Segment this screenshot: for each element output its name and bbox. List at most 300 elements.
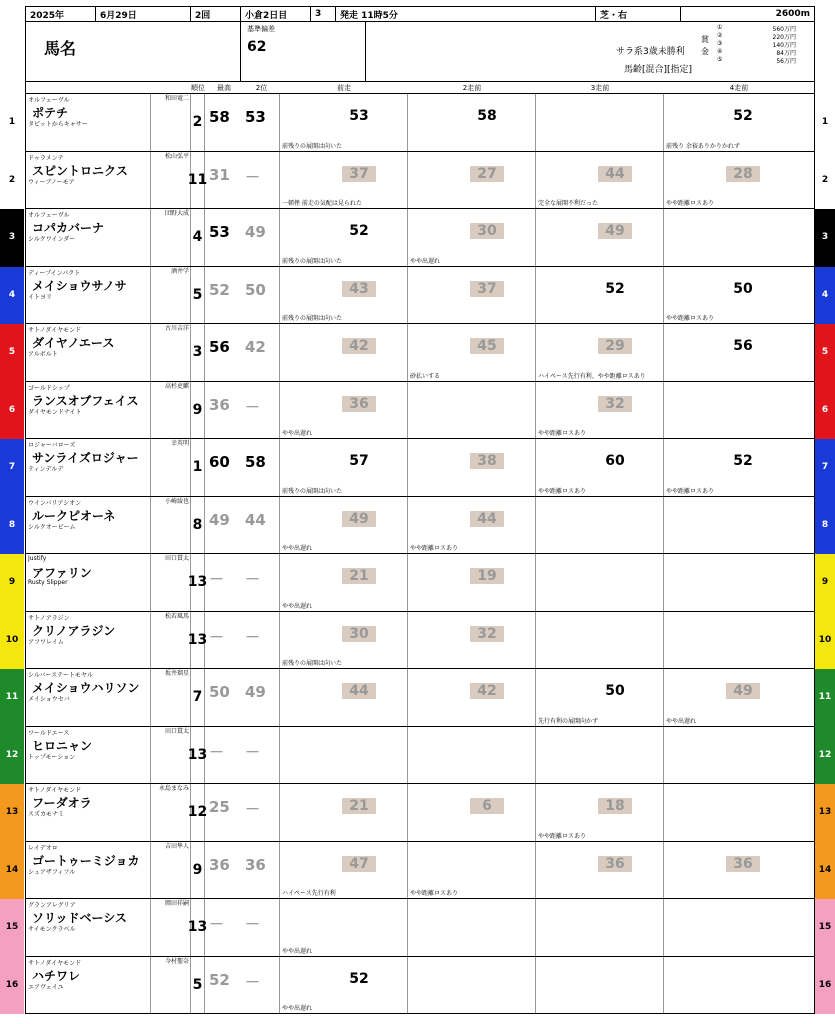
second-index: －: [245, 742, 261, 761]
best-index-box: [205, 784, 280, 841]
horse-info: [26, 899, 151, 956]
entry-row: [25, 669, 815, 727]
past-race: [536, 727, 664, 784]
second-index: 58: [245, 453, 266, 471]
rank: 13: [191, 899, 205, 956]
race-index: 44: [342, 683, 376, 699]
gate-number-left: 9: [0, 554, 24, 612]
sire-name: サトノダイヤモンド: [28, 787, 82, 794]
race-index: 28: [726, 166, 760, 182]
horse-name[interactable]: メイショウハリソン: [32, 681, 140, 695]
best-index: －: [209, 570, 225, 588]
past-race: [664, 152, 792, 209]
race-index: 30: [342, 626, 376, 642]
horse-name[interactable]: ヒロニャン: [32, 738, 93, 753]
race-note: ハイペース先行有利、やや距離ロスあり: [538, 372, 646, 380]
best-index-box: [205, 612, 280, 669]
race-index: 57: [349, 453, 369, 469]
second-index: －: [245, 972, 261, 991]
past-race: [280, 727, 408, 784]
race-note: やや距離ロスあり: [538, 832, 587, 840]
horse-name[interactable]: フーダオラ: [32, 796, 92, 810]
race-index: 29: [598, 338, 632, 354]
dam-name: タピットからキャサー: [28, 121, 88, 128]
gate-number-left: 12: [0, 727, 24, 785]
sire-name: ロジャーバローズ: [28, 442, 76, 449]
past-race: [664, 669, 792, 726]
race-index: 53: [349, 108, 369, 124]
past-race: [536, 497, 664, 554]
race-index: 36: [342, 396, 376, 412]
race-note: やや出遅れ: [282, 545, 313, 552]
horse-name[interactable]: コパカバーナ: [32, 221, 105, 235]
sire-name: ウインバリアシオン: [28, 499, 82, 507]
past-race: [408, 94, 536, 151]
race-index: 32: [598, 396, 632, 412]
past-race: [280, 669, 408, 726]
col-best: 最高: [217, 83, 231, 92]
race-index: 50: [733, 280, 753, 297]
kai: 2回: [191, 7, 241, 21]
past-race: [664, 209, 792, 266]
prize-1: ① 560万円: [717, 24, 796, 33]
second-index: 44: [245, 510, 266, 529]
dam-name: シルクオービーム: [28, 523, 76, 531]
gate-number-left: 1: [0, 94, 24, 152]
race-note: 前残りの展開は向いた: [282, 660, 343, 667]
jockey: 団野大成: [151, 209, 191, 266]
past-race: [664, 957, 792, 1014]
past-race: [664, 94, 792, 151]
best-index-box: [205, 94, 280, 151]
rank: 8: [191, 497, 205, 554]
race-note: 先行有利の展開向かず: [538, 717, 599, 725]
past-race: [408, 842, 536, 899]
entry-row: [25, 267, 815, 325]
jockey: 田口貫太: [151, 554, 191, 611]
best-index-box: [205, 209, 280, 266]
entry-row: [25, 784, 815, 842]
race-note: 前残りの展開は向いた: [282, 315, 343, 322]
race-note: 前残り 余裕ありかりかれず: [666, 142, 740, 150]
dam-name: メイショウセバ: [28, 696, 70, 703]
past-race: [536, 842, 664, 899]
dam-name: シュアザフィフル: [28, 868, 76, 876]
race-index: 50: [605, 683, 625, 699]
gate-number-right: 7: [815, 439, 835, 497]
second-index: －: [245, 800, 261, 818]
best-index: 31: [209, 165, 230, 184]
rank: 4: [191, 209, 205, 266]
best-index-box: [205, 439, 280, 496]
past-race: [536, 899, 664, 956]
race-info: [366, 22, 814, 81]
race-index: 21: [342, 798, 376, 814]
rank: 2: [191, 94, 205, 151]
rank: 9: [191, 842, 205, 899]
gate-number-right: 6: [815, 382, 835, 440]
rank: 5: [191, 957, 205, 1014]
past-race: [280, 439, 408, 496]
entry-row: [25, 612, 815, 670]
gate-number-left: 6: [0, 382, 24, 440]
race-index: 44: [598, 166, 632, 182]
second-index: 42: [245, 338, 266, 356]
entry-row: [25, 497, 815, 555]
race-name: サラ系3歳未勝利: [616, 47, 685, 57]
horse-name[interactable]: メイショウサノサ: [32, 278, 127, 293]
best-index: 60: [209, 453, 230, 471]
std-label: 基準偏差: [247, 25, 275, 33]
dam-name: エアヴェイユ: [28, 983, 64, 991]
race-header: [25, 22, 815, 82]
rank: 13: [191, 727, 205, 784]
best-index-box: [205, 957, 280, 1014]
horse-name[interactable]: ゴートゥーミジョカ: [32, 853, 140, 868]
past-race: [280, 554, 408, 611]
gate-number-right: 11: [815, 669, 835, 727]
entry-row: [25, 152, 815, 210]
horse-header: [26, 22, 241, 81]
gate-number-right: 9: [815, 554, 835, 612]
past-race: [408, 669, 536, 726]
past-race: [408, 267, 536, 324]
gate-number-left: 11: [0, 669, 24, 727]
gate-number-left: 3: [0, 209, 24, 267]
gate-number-right: 15: [815, 899, 835, 957]
race-index: 52: [733, 108, 753, 124]
gate-number-left: 14: [0, 842, 24, 900]
race-index: 32: [470, 626, 504, 642]
gate-number-right: 5: [815, 324, 835, 382]
second-index: 49: [245, 683, 266, 701]
past-race: [280, 842, 408, 899]
gate-number-left: 8: [0, 497, 24, 555]
sire-name: グランアレグリア: [28, 902, 76, 909]
best-index-box: [205, 669, 280, 726]
rank: 13: [191, 612, 205, 669]
jockey: 酒井学: [151, 267, 191, 324]
gate-number-right: 1: [815, 94, 835, 152]
entry-row: [25, 439, 815, 497]
horse-name[interactable]: ランスオブフェイス: [32, 393, 139, 408]
gate-strip-right: [815, 94, 835, 1024]
past-race: [536, 382, 664, 439]
past-race: [280, 324, 408, 381]
race-index: 44: [470, 511, 504, 527]
col-prev2: 2走前: [462, 83, 482, 92]
past-race: [280, 382, 408, 439]
date: 6月29日: [96, 7, 191, 21]
second-index: －: [245, 915, 261, 933]
race-index: 18: [598, 798, 632, 814]
race-sheet: [25, 6, 815, 1024]
race-index: 19: [470, 568, 504, 584]
horse-info: [26, 209, 151, 266]
horse-info: [26, 669, 151, 726]
race-index: 6: [470, 798, 504, 814]
horse-name[interactable]: サンライズロジャー: [32, 451, 139, 465]
past-race: [664, 324, 792, 381]
past-race: [536, 612, 664, 669]
gate-number-left: 4: [0, 267, 24, 325]
jockey: 永島まなみ: [151, 784, 191, 841]
best-index-box: [205, 382, 280, 439]
past-race: [280, 899, 408, 956]
past-race: [536, 669, 664, 726]
race-note: やや出遅れ: [666, 717, 697, 725]
past-race: [280, 957, 408, 1014]
column-header: [25, 82, 815, 94]
dam-name: スズカモナミ: [28, 811, 65, 818]
race-index: 42: [342, 338, 376, 354]
best-index: －: [209, 915, 225, 933]
gate-number-left: 2: [0, 152, 24, 210]
gate-number-left: 7: [0, 439, 24, 497]
entry-list: [25, 94, 815, 1024]
sire-name: サトノアラジン: [28, 614, 70, 622]
year: 2025年: [26, 7, 96, 21]
past-race: [664, 842, 792, 899]
second-index: 53: [245, 108, 266, 126]
sire-name: サトノダイヤモンド: [28, 959, 82, 967]
race-note: やや出遅れ: [282, 430, 313, 437]
horse-info: [26, 324, 151, 381]
race-index: 52: [733, 453, 753, 469]
jockey: 松若風馬: [151, 612, 191, 669]
best-index: 53: [209, 223, 230, 241]
horse-info: [26, 554, 151, 611]
best-index-box: [205, 152, 280, 209]
race-no: 3: [311, 7, 336, 21]
horse-name[interactable]: ダイヤノエース: [32, 336, 115, 350]
horse-info: [26, 267, 151, 324]
col-second: 2位: [255, 83, 268, 92]
second-index: －: [245, 397, 261, 416]
past-race: [536, 784, 664, 841]
race-index: 47: [342, 856, 376, 872]
entry-row: [25, 324, 815, 382]
best-index: 36: [209, 395, 230, 414]
rank: 7: [191, 669, 205, 726]
past-race: [664, 899, 792, 956]
horse-info: [26, 784, 151, 841]
jockey: 和田竜二: [151, 94, 191, 151]
race-note: やや出遅れ: [410, 257, 441, 265]
gate-number-left: 5: [0, 324, 24, 382]
horse-label: 馬名: [44, 39, 77, 58]
rank: 12: [191, 784, 205, 841]
sire-name: Justify: [28, 555, 47, 562]
past-race: [408, 497, 536, 554]
sire-name: サトノダイヤモンド: [28, 327, 82, 334]
race-note: やや距離ロスあり: [666, 487, 715, 495]
race-index: 56: [733, 338, 753, 354]
race-index: 49: [342, 511, 376, 527]
second-index: －: [245, 167, 261, 186]
past-race: [536, 554, 664, 611]
jockey: 松山弘平: [151, 152, 191, 209]
race-note: 前残りの展開は向いた: [282, 257, 343, 265]
gate-number-left: 15: [0, 899, 24, 957]
best-index-box: [205, 267, 280, 324]
past-race: [280, 612, 408, 669]
dam-name: シルクワインダー: [28, 236, 76, 243]
race-index: 30: [470, 223, 504, 239]
past-race: [408, 382, 536, 439]
past-race: [408, 209, 536, 266]
race-index: 58: [477, 108, 497, 124]
rank: 3: [191, 324, 205, 381]
venue-day: 小倉2日目: [241, 7, 311, 21]
race-note: やや距離ロスあり: [538, 430, 587, 437]
past-race: [536, 94, 664, 151]
race-note: 完全な展開不利だった: [538, 200, 599, 207]
best-index: 52: [209, 280, 230, 299]
race-note: やや出遅れ: [282, 1005, 313, 1012]
past-race: [408, 324, 536, 381]
horse-info: [26, 439, 151, 496]
past-race: [664, 497, 792, 554]
race-index: 42: [470, 683, 504, 699]
past-race: [408, 899, 536, 956]
past-race: [280, 784, 408, 841]
best-index-box: [205, 324, 280, 381]
best-index: 52: [209, 970, 230, 989]
race-index: 52: [349, 970, 369, 987]
horse-name[interactable]: スピントロニクス: [32, 163, 128, 178]
horse-name[interactable]: ソリッドベーシス: [32, 911, 127, 925]
gate-number-left: 10: [0, 612, 24, 670]
race-note: やや出遅れ: [282, 602, 313, 610]
surface: 芝・右: [596, 7, 681, 21]
past-race: [408, 152, 536, 209]
best-index: －: [209, 742, 225, 761]
best-index-box: [205, 842, 280, 899]
jockey: 吉田隼人: [151, 842, 191, 899]
col-rank: 順位: [191, 83, 205, 92]
best-index: 50: [209, 683, 230, 701]
race-note: ハイペース先行有利: [282, 890, 336, 897]
best-index-box: [205, 899, 280, 956]
second-index: －: [245, 627, 261, 646]
past-race: [664, 784, 792, 841]
best-index: －: [209, 627, 225, 646]
second-index: 49: [245, 223, 266, 241]
dam-name: トップモーション: [28, 753, 76, 761]
entry-row: [25, 842, 815, 900]
second-index: －: [245, 570, 261, 588]
jockey: 岡田祥嗣: [151, 899, 191, 956]
dam-name: アフワレイム: [28, 638, 64, 646]
col-prev1: 前走: [337, 83, 351, 92]
past-race: [408, 727, 536, 784]
horse-info: [26, 497, 151, 554]
horse-name[interactable]: アファリン: [32, 566, 92, 580]
gate-number-right: 10: [815, 612, 835, 670]
rank: 11: [191, 152, 205, 209]
gate-number-right: 13: [815, 784, 835, 842]
best-index: 49: [209, 510, 230, 529]
horse-info: [26, 727, 151, 784]
prize-label: 賞金: [701, 35, 709, 56]
past-race: [408, 439, 536, 496]
past-race: [536, 267, 664, 324]
horse-info: [26, 94, 151, 151]
rank: 9: [191, 382, 205, 439]
rank: 1: [191, 439, 205, 496]
race-note: やや距離ロスあり: [410, 545, 459, 552]
race-index: 45: [470, 338, 504, 354]
entry-row: [25, 554, 815, 612]
sire-name: ゴールドシップ: [28, 384, 70, 392]
race-index: 21: [342, 568, 376, 584]
past-race: [664, 727, 792, 784]
gate-number-right: 2: [815, 152, 835, 210]
jockey: 坂井瑠星: [151, 669, 191, 726]
past-race: [536, 324, 664, 381]
past-race: [408, 554, 536, 611]
prize-3: ③ 140万円: [717, 40, 796, 49]
race-note: やや距離ロスあり: [666, 200, 715, 207]
rank: 13: [191, 554, 205, 611]
race-index: 38: [470, 453, 504, 469]
col-prev3: 3走前: [590, 83, 610, 92]
sire-name: ディープインパクト: [28, 269, 81, 277]
past-race: [664, 382, 792, 439]
horse-name[interactable]: ルークピオーネ: [32, 508, 116, 523]
std-box: [241, 22, 366, 81]
horse-name[interactable]: ハチワレ: [32, 968, 81, 983]
horse-info: [26, 842, 151, 899]
past-race: [280, 497, 408, 554]
past-race: [536, 957, 664, 1014]
sire-name: ワールドエース: [28, 729, 70, 737]
jockey: 古川吉洋: [151, 324, 191, 381]
race-index: 37: [470, 281, 504, 297]
jockey: 田口貫太: [151, 727, 191, 784]
title-bar: [25, 6, 815, 22]
race-note: やや距離ロスあり: [538, 487, 587, 495]
sire-name: ドゥラメンテ: [28, 154, 64, 162]
race-index: 36: [726, 856, 760, 872]
entry-row: [25, 727, 815, 785]
sire-name: シルバーステートモヤル: [28, 672, 93, 679]
race-note: やや距離ロスあり: [666, 315, 715, 322]
best-index: 56: [209, 338, 230, 356]
dam-name: イトヨリ: [28, 293, 53, 301]
entry-row: [25, 957, 815, 1015]
horse-name[interactable]: ポテチ: [32, 106, 69, 120]
gate-strip-left: [0, 94, 24, 1024]
past-race: [408, 784, 536, 841]
best-index: 25: [209, 798, 230, 816]
race-note: 前残りの展開は向いた: [282, 142, 343, 150]
dam-name: Rusty Slipper: [28, 579, 68, 586]
horse-info: [26, 382, 151, 439]
dam-name: ダイヤモンドナイト: [28, 408, 82, 416]
race-note: 砂払いする: [410, 372, 441, 380]
start-time: 発走 11時5分: [336, 7, 596, 21]
gate-number-left: 13: [0, 784, 24, 842]
horse-name[interactable]: クリノアラジン: [32, 623, 116, 638]
past-race: [280, 209, 408, 266]
past-race: [664, 554, 792, 611]
race-index: 52: [605, 280, 625, 297]
jockey: 小崎綾也: [151, 497, 191, 554]
past-race: [536, 439, 664, 496]
dam-name: アルボルト: [28, 351, 58, 358]
